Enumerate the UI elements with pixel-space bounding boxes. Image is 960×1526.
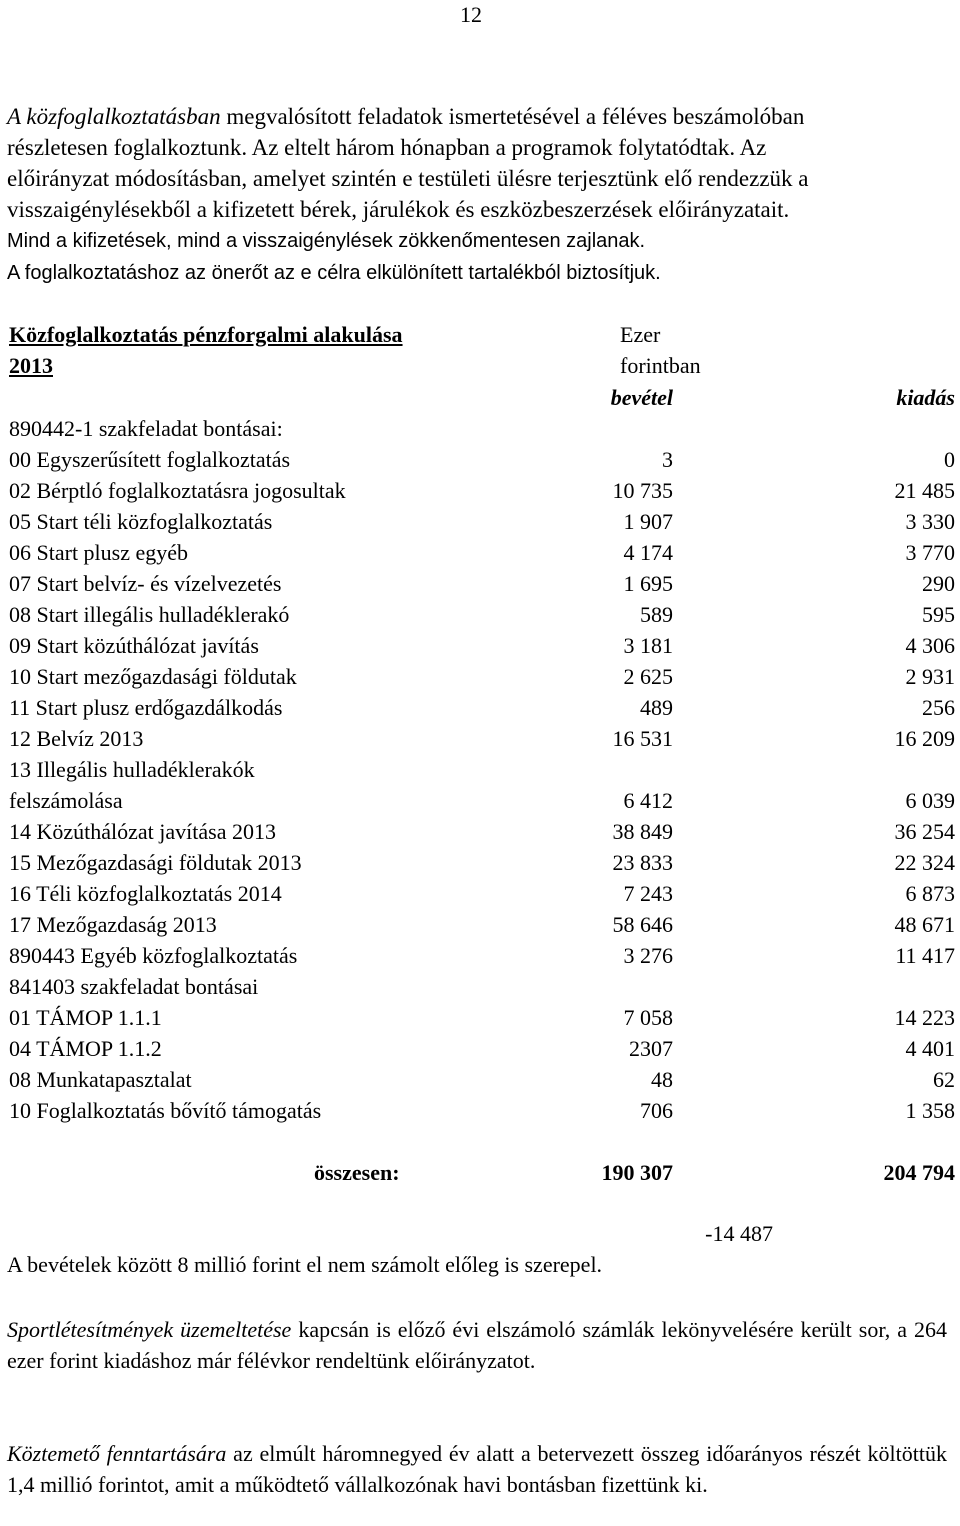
table-row [0,509,960,540]
cemetery-italic-phrase: Köztemető fenntartására [7,1441,227,1466]
row-expense: 0 [944,447,955,472]
table-row [0,881,960,912]
row-revenue: 38 849 [612,819,673,844]
sport-italic-phrase: Sportlétesítmények üzemeltetése [7,1317,292,1342]
row-revenue: 58 646 [612,912,673,937]
row-revenue: 1 695 [623,571,673,596]
row-revenue: 2 625 [623,664,673,689]
table-row [0,571,960,602]
row-revenue: 3 181 [623,633,673,658]
row-label: 04 TÁMOP 1.1.2 [9,1036,162,1061]
row-expense: 48 671 [894,912,955,937]
cemetery-paragraph-text: az elmúlt háromnegyed év alatt a betervezett összeg időarányos részét költöttük 1,4 millió forintot, amit a működtető vállalkozónak havi bontásban fizettünk ki. [7,1441,947,1497]
intro-line-1-rest: megvalósított feladatok ismertetésével a féléves beszámolóban [220,104,805,129]
table-row [0,788,960,819]
row-revenue: 489 [640,695,673,720]
row-revenue: 1 907 [623,509,673,534]
row-label: 16 Téli közfoglalkoztatás 2014 [9,881,282,906]
row-label: 05 Start téli közfoglalkoztatás [9,509,273,534]
table-row [0,1005,960,1036]
sport-paragraph [7,1314,947,1376]
row-expense: 14 223 [894,1005,955,1030]
intro-line-6: A foglalkoztatáshoz az önerőt az e célra elkülönített tartalékból biztosítjuk. [7,262,661,284]
row-label: 841403 szakfeladat bontásai [9,974,259,999]
column-header-revenue: bevétel [610,385,673,410]
table-row [0,943,960,974]
row-expense: 3 330 [905,509,955,534]
table-row [0,1067,960,1098]
total-expense: 204 794 [883,1160,955,1185]
row-revenue: 4 174 [623,540,673,565]
table-row [0,726,960,757]
intro-line-1 [7,104,804,130]
row-label: 08 Munkatapasztalat [9,1067,192,1092]
row-label: 02 Bérptló foglalkoztatásra jogosultak [9,478,346,503]
row-label: 15 Mezőgazdasági földutak 2013 [9,850,302,875]
column-header-expense: kiadás [896,385,955,410]
row-label: 09 Start közúthálózat javítás [9,633,259,658]
row-expense: 22 324 [894,850,955,875]
unit-label: Ezer [620,322,661,347]
row-expense: 6 039 [905,788,955,813]
row-revenue: 7 243 [623,881,673,906]
table-title: Közfoglalkoztatás pénzforgalmi alakulása [9,322,403,347]
row-expense: 595 [922,602,955,627]
balance-difference: -14 487 [705,1221,773,1246]
row-label: 10 Start mezőgazdasági földutak [9,664,297,689]
unit-label-2: forintban [620,353,701,378]
row-expense: 16 209 [894,726,955,751]
table-row [0,1098,960,1129]
total-revenue: 190 307 [601,1160,673,1185]
row-revenue: 3 [662,447,673,472]
row-revenue: 3 276 [623,943,673,968]
table-row [0,416,960,447]
row-revenue: 7 058 [623,1005,673,1030]
row-revenue: 10 735 [612,478,673,503]
row-label: 12 Belvíz 2013 [9,726,144,751]
row-label: 00 Egyszerűsített foglalkoztatás [9,447,291,472]
table-row [0,602,960,633]
table-row [0,819,960,850]
row-label: 11 Start plusz erdőgazdálkodás [9,695,283,720]
row-revenue: 6 412 [623,788,673,813]
page-number: 12 [460,2,482,27]
table-row [0,478,960,509]
row-label: 01 TÁMOP 1.1.1 [9,1005,162,1030]
advance-note: A bevételek között 8 millió forint el nem számolt előleg is szerepel. [7,1252,603,1277]
row-revenue: 589 [640,602,673,627]
table-row [0,912,960,943]
table-row [0,850,960,881]
row-label: 13 Illegális hulladéklerakók [9,757,255,782]
row-revenue: 23 833 [612,850,673,875]
cemetery-paragraph [7,1438,947,1500]
row-expense: 4 306 [905,633,955,658]
row-expense: 21 485 [894,478,955,503]
row-label: 890443 Egyéb közfoglalkoztatás [9,943,298,968]
table-title-year: 2013 [9,353,53,378]
table-row [0,633,960,664]
intro-line-4: visszaigénylésekből a kifizetett bérek, járulékok és eszközbeszerzések előirányzatait. [7,197,790,222]
row-label: felszámolása [9,788,123,813]
table-row [0,757,960,788]
row-expense: 290 [922,571,955,596]
row-label: 14 Közúthálózat javítása 2013 [9,819,276,844]
table-row [0,695,960,726]
total-label: összesen: [314,1160,400,1185]
row-expense: 4 401 [905,1036,955,1061]
row-label: 08 Start illegális hulladéklerakó [9,602,290,627]
row-revenue: 2307 [629,1036,673,1061]
row-expense: 2 931 [905,664,955,689]
row-revenue: 16 531 [612,726,673,751]
row-expense: 36 254 [894,819,955,844]
row-label: 06 Start plusz egyéb [9,540,189,565]
row-expense: 1 358 [905,1098,955,1123]
row-expense: 62 [933,1067,955,1092]
intro-italic-phrase: A közfoglalkoztatásban [7,104,221,129]
table-row [0,1036,960,1067]
row-expense: 3 770 [905,540,955,565]
intro-line-2: részletesen foglalkoztunk. Az eltelt három hónapban a programok folytatódtak. Az [7,135,767,160]
row-expense: 256 [922,695,955,720]
row-label: 17 Mezőgazdaság 2013 [9,912,217,937]
table-row [0,447,960,478]
row-expense: 11 417 [895,943,955,968]
table-row [0,664,960,695]
row-expense: 6 873 [905,881,955,906]
intro-line-3: előirányzat módosításban, amelyet szintén e testületi ülésre terjesztünk elő rendezzük a [7,166,809,191]
row-label: 07 Start belvíz- és vízelvezetés [9,571,282,596]
sport-paragraph-text: kapcsán is előző évi elszámoló számlák lekönyvelésére került sor, a 264 ezer forint kiadáshoz már félévkor rendeltünk előirányzatot. [7,1317,947,1373]
row-revenue: 48 [651,1067,673,1092]
row-label: 10 Foglalkoztatás bővítő támogatás [9,1098,322,1123]
row-revenue: 706 [640,1098,673,1123]
table-row [0,974,960,1005]
row-label: 890442-1 szakfeladat bontásai: [9,416,283,441]
table-row [0,540,960,571]
intro-line-5: Mind a kifizetések, mind a visszaigénylések zökkenőmentesen zajlanak. [7,230,646,252]
